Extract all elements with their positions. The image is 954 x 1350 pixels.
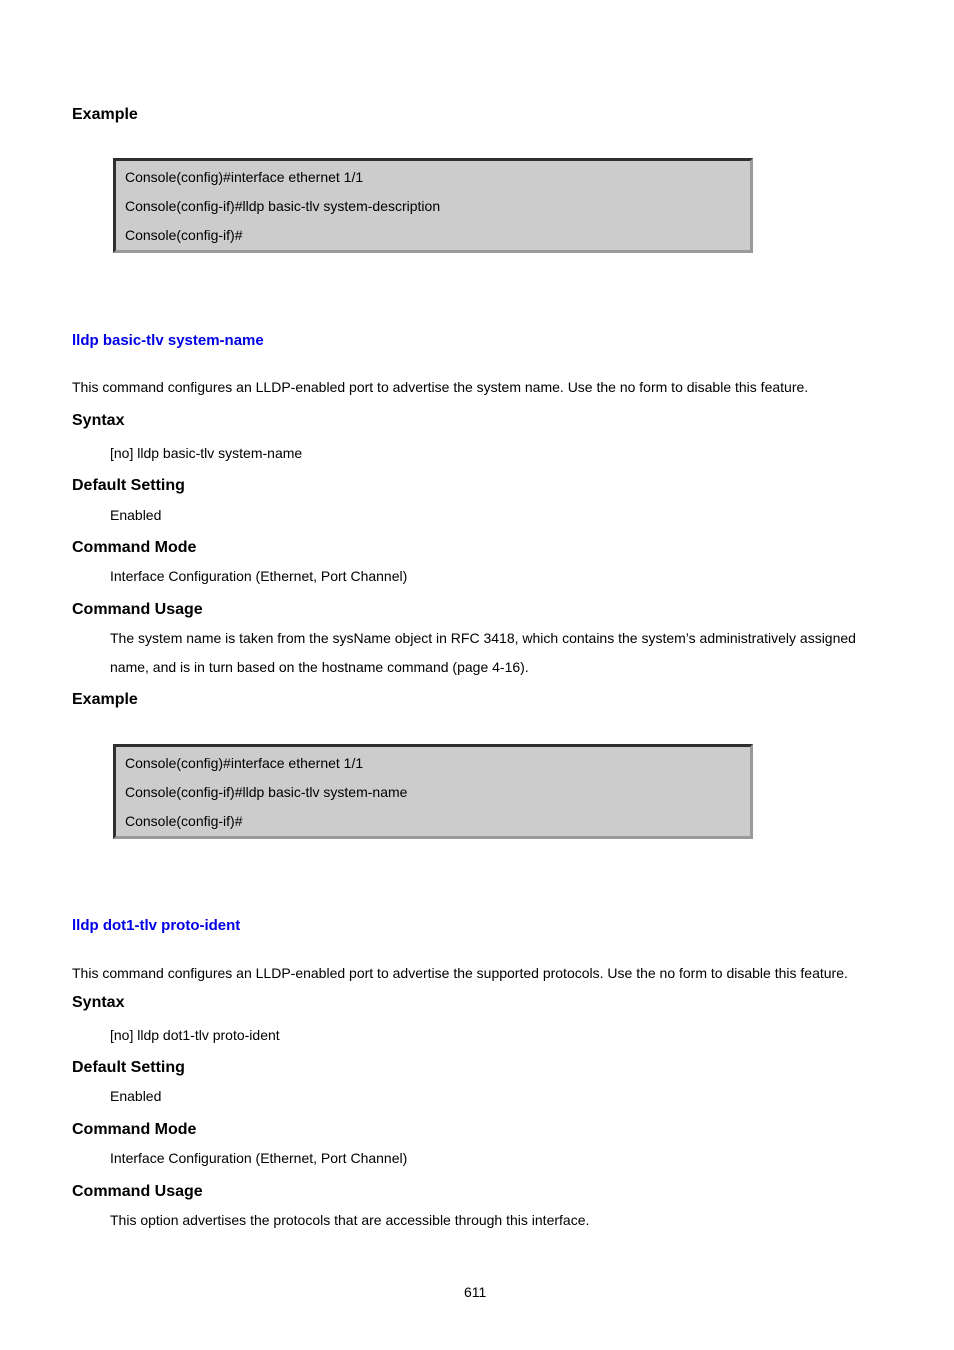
default-setting-text: Enabled — [110, 1088, 162, 1104]
command-usage-text: The system name is taken from the sysName object in RFC 3418, which contains the system’s administratively assigned — [110, 630, 856, 646]
command-description: This command configures an LLDP-enabled port to advertise the supported protocols. Use the no form to disable this feature. — [72, 965, 848, 981]
console-line: Console(config)#interface ethernet 1/1 — [125, 169, 364, 185]
example-heading: Example — [72, 691, 138, 708]
page-number: 611 — [464, 1284, 487, 1300]
syntax-text: [no] lldp dot1-tlv proto-ident — [110, 1027, 280, 1043]
default-setting-text: Enabled — [110, 507, 162, 523]
syntax-heading: Syntax — [72, 412, 125, 429]
command-usage-text: name, and is in turn based on the hostname command (page 4-16). — [110, 659, 529, 675]
command-title: lldp basic-tlv system-name — [72, 332, 264, 349]
console-line: Console(config)#interface ethernet 1/1 — [125, 755, 364, 771]
command-title: lldp dot1-tlv proto-ident — [72, 917, 241, 934]
command-mode-text: Interface Configuration (Ethernet, Port Channel) — [110, 568, 408, 584]
command-usage-heading: Command Usage — [72, 601, 203, 618]
default-setting-heading: Default Setting — [72, 1059, 185, 1076]
console-line: Console(config-if)#lldp basic-tlv system-name — [125, 784, 408, 800]
console-line: Console(config-if)#lldp basic-tlv system-description — [125, 198, 441, 214]
console-line: Console(config-if)# — [125, 813, 243, 829]
syntax-text: [no] lldp basic-tlv system-name — [110, 445, 303, 461]
console-example-box — [113, 744, 753, 839]
command-mode-heading: Command Mode — [72, 1121, 197, 1138]
command-description: This command configures an LLDP-enabled port to advertise the system name. Use the no form to disable this feature. — [72, 379, 809, 395]
example-heading: Example — [72, 106, 138, 123]
command-mode-text: Interface Configuration (Ethernet, Port Channel) — [110, 1150, 408, 1166]
command-usage-heading: Command Usage — [72, 1183, 203, 1200]
default-setting-heading: Default Setting — [72, 477, 185, 494]
syntax-heading: Syntax — [72, 994, 125, 1011]
console-line: Console(config-if)# — [125, 227, 243, 243]
command-mode-heading: Command Mode — [72, 539, 197, 556]
command-usage-text: This option advertises the protocols that are accessible through this interface. — [110, 1212, 590, 1228]
console-example-box — [113, 158, 753, 253]
